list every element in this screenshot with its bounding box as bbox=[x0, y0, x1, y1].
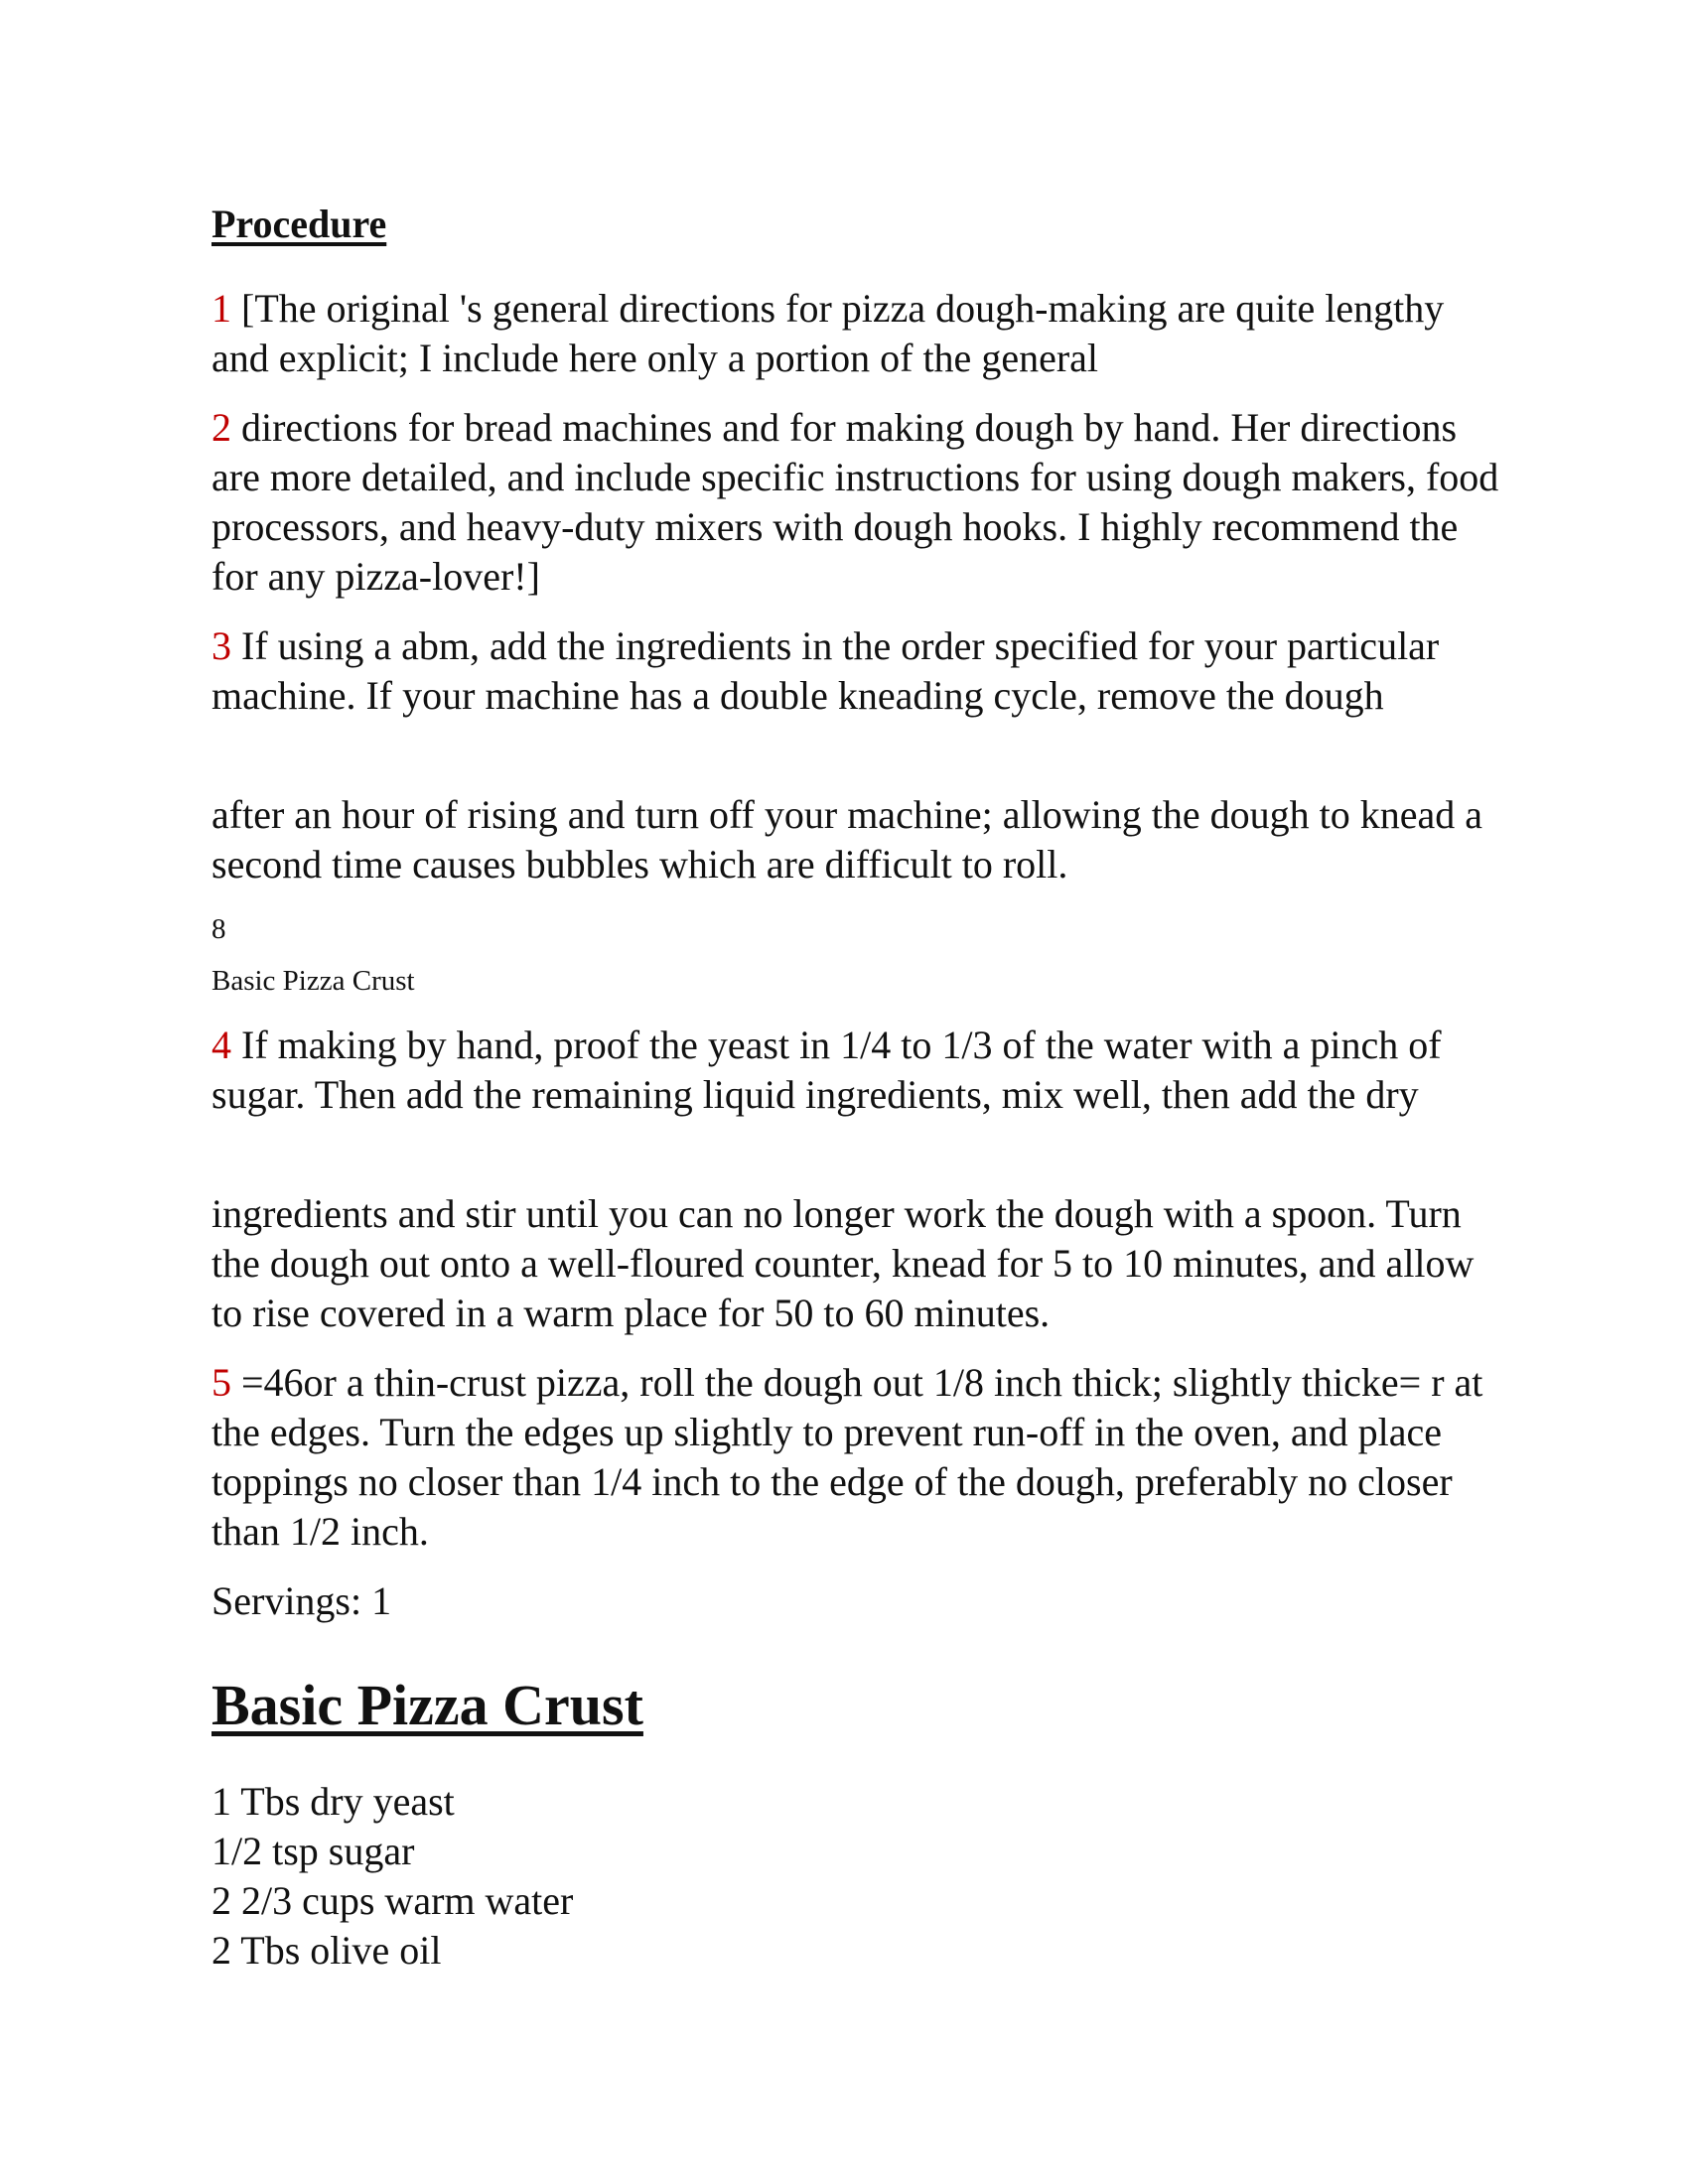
ingredient-item: 1/2 tsp sugar bbox=[211, 1829, 415, 1873]
recipe-title: Basic Pizza Crust bbox=[211, 1673, 643, 1737]
step-number: 4 bbox=[211, 1023, 231, 1067]
step-number: 1 bbox=[211, 286, 231, 331]
procedure-heading: Procedure bbox=[211, 202, 387, 246]
step-text: If making by hand, proof the yeast in 1/4 to 1/3 of the water with a pinch of sugar. Then add the remaining liquid ingredients, mix well, then add the dry bbox=[211, 1023, 1442, 1117]
step-5 bbox=[211, 1358, 1502, 1557]
ingredient-list bbox=[211, 1777, 573, 1976]
step-text: directions for bread machines and for making dough by hand. Her directions are more detailed, and include specific instructions for using dough makers, food processors, and heavy-duty mixers with dough hooks. I highly recommend the for any pizza-lover!] bbox=[211, 405, 1499, 599]
running-header: Basic Pizza Crust bbox=[211, 965, 415, 997]
step-2 bbox=[211, 403, 1502, 602]
step-text: =46or a thin-crust pizza, roll the dough out 1/8 inch thick; slightly thicke= r at the edges. Turn the edges up slightly to prevent run-off in the oven, and place toppings no closer than 1/4 inch to the edge of the dough, preferably no closer than 1/2 inch. bbox=[211, 1360, 1483, 1554]
step-4 bbox=[211, 1021, 1502, 1120]
step-3 bbox=[211, 621, 1502, 721]
step-text: [The original 's general directions for pizza dough-making are quite lengthy and explicit; I include here only a portion of the general bbox=[211, 286, 1445, 380]
step-4-continuation: ingredients and stir until you can no longer work the dough with a spoon. Turn the dough out onto a well-floured counter, knead for 5 to 10 minutes, and allow to rise covered in a warm place for 50 to 60 minutes. bbox=[211, 1191, 1475, 1335]
step-number: 3 bbox=[211, 623, 231, 668]
step-number: 5 bbox=[211, 1360, 231, 1405]
page-number: 8 bbox=[211, 913, 226, 945]
ingredient-item: 1 Tbs dry yeast bbox=[211, 1779, 455, 1824]
ingredient-item: 2 2/3 cups warm water bbox=[211, 1878, 574, 1923]
step-1 bbox=[211, 284, 1502, 383]
step-3-continuation: after an hour of rising and turn off your machine; allowing the dough to knead a second time causes bubbles which are difficult to roll. bbox=[211, 792, 1483, 887]
servings: Servings: 1 bbox=[211, 1578, 392, 1623]
ingredient-item: 2 Tbs olive oil bbox=[211, 1928, 442, 1973]
step-text: If using a abm, add the ingredients in the order specified for your particular machine. If your machine has a double kneading cycle, remove the dough bbox=[211, 623, 1440, 718]
step-number: 2 bbox=[211, 405, 231, 450]
